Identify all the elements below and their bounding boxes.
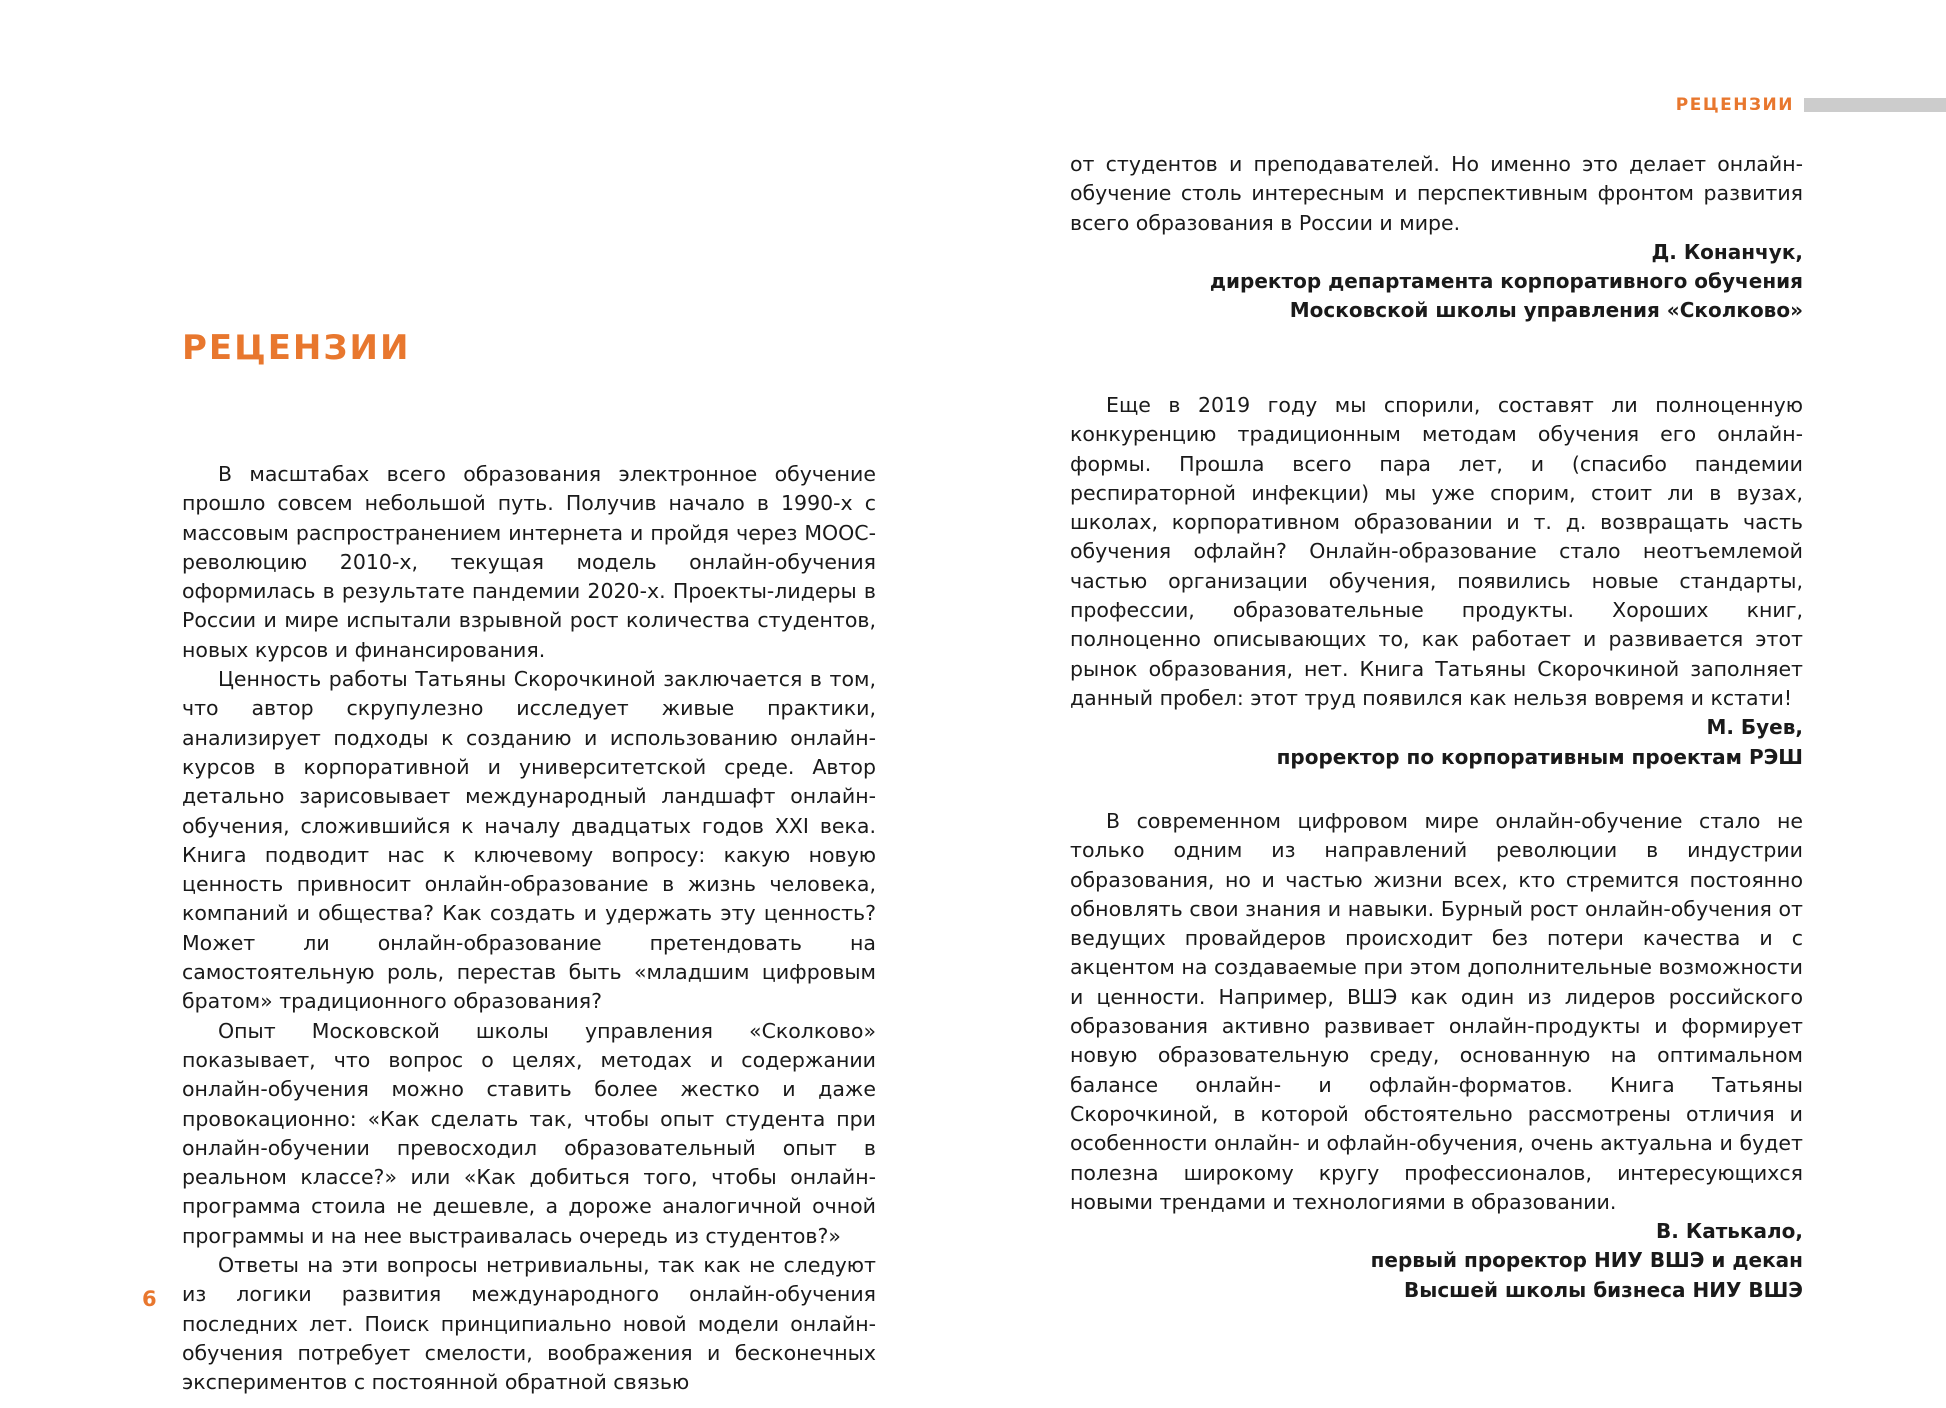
running-head-bar xyxy=(1804,98,1946,112)
review-1 xyxy=(1070,150,1803,326)
review-2-text: Еще в 2019 году мы спорили, составят ли полноценную конкуренцию традиционным методам обучения его онлайн-формы. Прошла всего пара лет, и (спасибо пандемии респираторной инфекции) мы уже спорим, стоит ли в вузах, школах, корпоративном образовании и т. д. возвращать часть обучения офлайн? Онлайн-образование стало неотъемлемой частью организации обучения, появились новые стандарты, профессии, образовательные продукты. Хороших книг, полноценно описывающих то, как работает и развивается этот рынок образования, нет. Книга Татьяны Скорочкиной заполняет данный пробел: этот труд появился как нельзя вовремя и кстати! xyxy=(1070,393,1803,710)
review-1-text: от студентов и преподавателей. Но именно это делает онлайн-обучение столь интересным и перспективным фронтом развития всего образования в России и мире. xyxy=(1070,152,1803,235)
page-number: 6 xyxy=(142,1287,157,1311)
running-head xyxy=(1676,94,1946,116)
review-3-signature xyxy=(1070,1217,1803,1305)
review-2-author: М. Буев, xyxy=(1706,715,1803,740)
review-3-position-line-1: первый проректор НИУ ВШЭ и декан xyxy=(1370,1248,1803,1273)
review-3-author: В. Катькало, xyxy=(1656,1219,1803,1244)
review-2-position-line-1: проректор по корпоративным проектам РЭШ xyxy=(1276,744,1803,769)
review-1-position-line-1: директор департамента корпоративного обучения xyxy=(1209,269,1803,294)
review-1-signature xyxy=(1070,238,1803,326)
left-body-text xyxy=(182,460,876,1398)
page-title: РЕЦЕНЗИИ xyxy=(182,328,411,368)
review-3-text: В современном цифровом мире онлайн-обучение стало не только одним из направлений революции в индустрии образования, но и частью жизни всех, кто стремится постоянно обновлять свои знания и навыки. Бурный рост онлайн-обучения от ведущих провайдеров происходит без потери качества и с акцентом на создаваемые при этом дополнительные возможности и ценности. Например, ВШЭ как один из лидеров российского образования активно развивает онлайн-продукты и формирует новую образовательную среду, основанную на оптимальном балансе онлайн- и офлайн-форматов. Книга Татьяны Скорочкиной, в которой обстоятельно рассмотрены отличия и особенности онлайн- и офлайн-обучения, очень актуальна и будет полезна широкому кругу профессионалов, интересующихся новыми трендами и технологиями в образовании. xyxy=(1070,809,1803,1214)
review-3-position-line-2: Высшей школы бизнеса НИУ ВШЭ xyxy=(1403,1277,1803,1302)
running-head-label: РЕЦЕНЗИИ xyxy=(1675,95,1794,115)
review-1-position-line-2: Московской школы управления «Сколково» xyxy=(1289,298,1803,323)
review-2 xyxy=(1070,391,1803,772)
left-paragraph-1: В масштабах всего образования электронное обучение прошло совсем небольшой путь. Получив начало в 1990-х с массовым распространением интернета и пройдя через MOOC-революцию 2010-х, текущая модель онлайн-обучения оформилась в результате пандемии 2020-х. Проекты-лидеры в России и мире испытали взрывной рост количества студентов, новых курсов и финансирования. xyxy=(182,462,876,662)
review-1-author: Д. Конанчук, xyxy=(1651,239,1803,264)
left-paragraph-3: Опыт Московской школы управления «Сколково» показывает, что вопрос о целях, методах и содержании онлайн-обучения можно ставить более жестко и даже провокационно: «Как сделать так, чтобы опыт студента при онлайн-обучении превосходил образовательный опыт в реальном классе?» или «Как добиться того, чтобы онлайн-программа стоила не дешевле, а дороже аналогичной очной программы и на нее выстраивалась очередь из студентов?» xyxy=(182,1018,876,1248)
review-3 xyxy=(1070,807,1803,1305)
left-paragraph-4: Ответы на эти вопросы нетривиальны, так как не следуют из логики развития международного онлайн-обучения последних лет. Поиск принципиально новой модели онлайн-обучения потребует смелости, воображения и бесконечных экспериментов с постоянной обратной связью xyxy=(182,1253,876,1395)
review-2-signature xyxy=(1070,713,1803,772)
right-page xyxy=(973,0,1946,1408)
left-paragraph-2: Ценность работы Татьяны Скорочкиной заключается в том, что автор скрупулезно исследует живые практики, анализирует подходы к созданию и использованию онлайн-курсов в корпоративной и университетской среде. Автор детально зарисовывает международный ландшафт онлайн-обучения, сложившийся к началу двадцатых годов XXI века. Книга подводит нас к ключевому вопросу: какую новую ценность привносит онлайн-образование в жизнь человека, компаний и общества? Как создать и удержать эту ценность? Может ли онлайн-образование претендовать на самостоятельную роль, перестав быть «младшим цифровым братом» традиционного образования? xyxy=(182,667,876,1014)
